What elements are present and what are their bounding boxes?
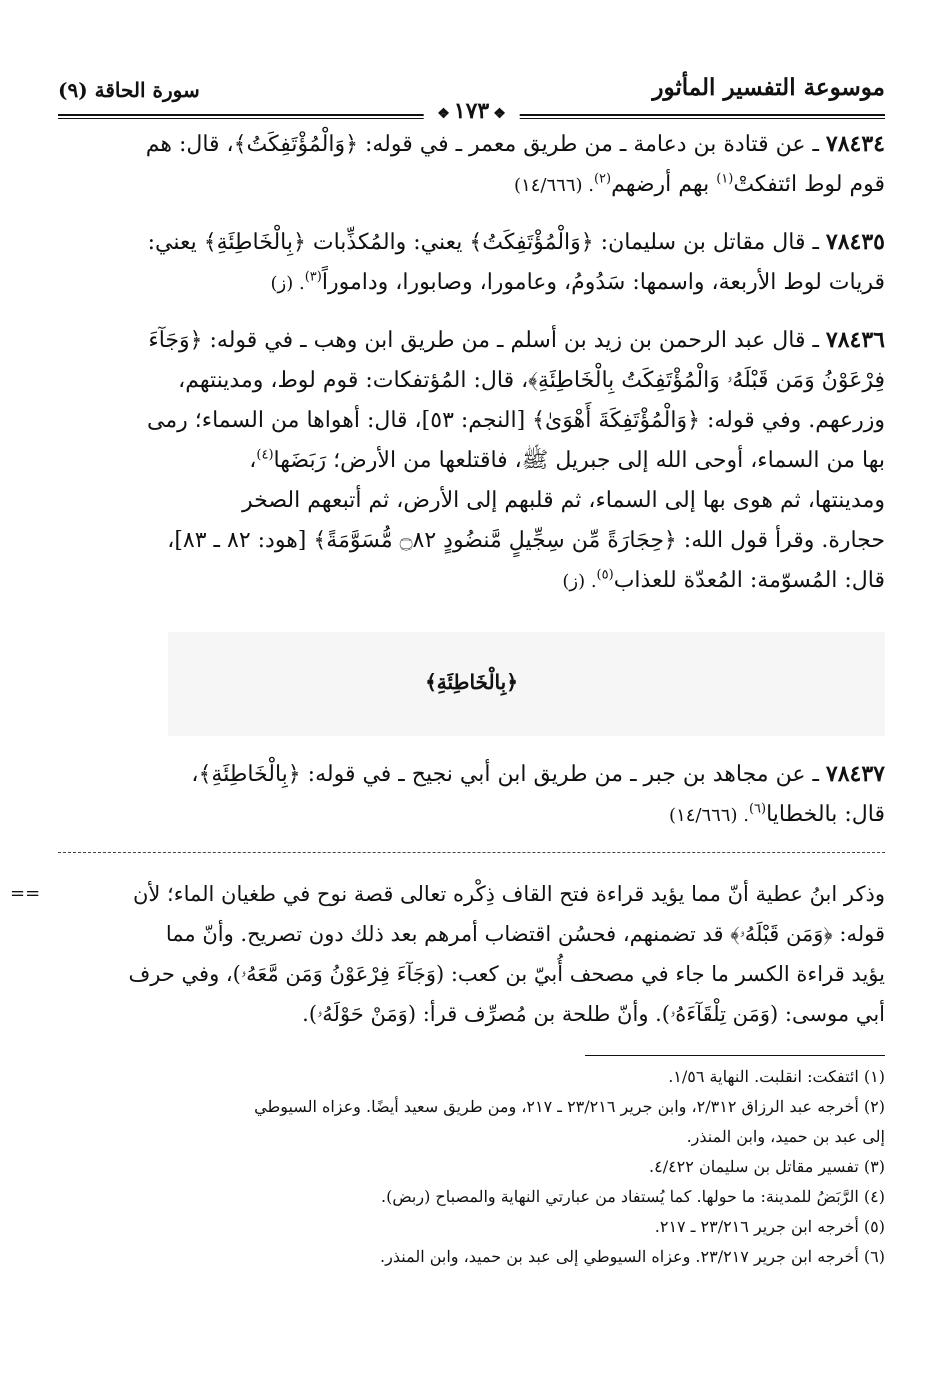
entry-number: ٧٨٤٣٥: [825, 229, 885, 255]
entry-text: قال: المُسوّمة: المُعدّة للعذاب: [613, 568, 885, 593]
section-title: ﴿بِالْخَاطِئَةِ﴾: [425, 670, 518, 694]
footnote-ref[interactable]: (٣): [304, 269, 322, 285]
entry-text: قوم لوط ائتفكتْ: [733, 172, 885, 197]
note-marker: ==: [10, 883, 41, 904]
footnote-ref[interactable]: (١): [716, 171, 734, 187]
entry-78434: [58, 124, 885, 206]
ornament-icon: ❖: [493, 106, 506, 122]
section-band: [168, 632, 885, 736]
footnote: (٥) أخرجه ابن جرير ٢٣/٢١٦ ـ ٢١٧.: [654, 1217, 885, 1236]
entry-text: ـ عن قتادة بن دعامة ـ من طريق معمر ـ في قوله: ﴿وَالْمُؤْتَفِكَتُ﴾، قال: هم: [145, 132, 819, 157]
section-heading: [58, 626, 885, 746]
entry-number: ٧٨٤٣٦: [825, 327, 885, 353]
entry-text: حجارة. وقرأ قول الله: ﴿حِجَارَةً مِّن سِجِّيلٍ مَّنضُودٍ ۝٨٢ مُّسَوَّمَةً﴾ [هود: ٨٢ ـ ٨٣]،: [167, 528, 885, 553]
surah-title: سورة الحاقة (٩): [58, 78, 200, 102]
entry-text: بها من السماء، أوحى الله إلى جبريل ﷺ، فاقتلعها من الأرض؛ رَبَضَها: [273, 448, 885, 473]
entry-text: ـ قال مقاتل بن سليمان: ﴿وَالْمُؤْتَفِكَتُ﴾ يعني: والمُكذِّبات ﴿بِالْخَاطِئَةِ﴾ يعني:: [147, 230, 819, 255]
entry-text: ،: [249, 448, 257, 473]
book-title: موسوعة التفسير المأثور: [652, 74, 885, 101]
footnote: (١) ائتفكت: انقلبت. النهاية ١/٥٦.: [668, 1067, 885, 1086]
note-text: أبي موسى: (وَمَن تِلْقَآءَهُۥ). وأنّ طلحة بن مُصرِّف قرأ: (وَمَنْ حَوْلَهُۥ).: [302, 1002, 885, 1026]
note-text: قوله: ﴿وَمَن قَبْلَهُۥ﴾ قد تضمنهم، فحسُن اقتضاب أمرهم بعد ذلك دون تصريح. وأنّ مما: [165, 922, 885, 946]
footnote-ref[interactable]: (٦): [748, 801, 767, 817]
footnote: (٣) تفسير مقاتل بن سليمان ٤/٤٢٢.: [649, 1157, 885, 1176]
source-ref: . (١٤/٦٦٦): [669, 805, 749, 826]
page: [10, 60, 885, 1343]
page-header: [58, 60, 885, 124]
entry-78436: [58, 320, 885, 602]
entry-text: ـ عن مجاهد بن جبر ـ من طريق ابن أبي نجيح ـ في قوله: ﴿بِالْخَاطِئَةِ﴾،: [191, 762, 819, 787]
footnote-rule: [585, 1055, 885, 1056]
entry-text: ومدينتها، ثم هوى بها إلى السماء، ثم قلبهم إلى الأرض، ثم أتبعهم الصخر: [242, 488, 885, 513]
footnotes: [58, 1062, 885, 1272]
footnote: (٢) أخرجه عبد الرزاق ٢/٣١٢، وابن جرير ٢٣/٢١٦ ـ ٢١٧، ومن طريق سعيد أيضًا. وعزاه السيوطي: [254, 1097, 885, 1116]
entry-number: ٧٨٤٣٤: [825, 131, 885, 157]
note-text: وذكر ابنُ عطية أنّ مما يؤيد قراءة فتح القاف ذِكْره تعالى قصة نوح في طغيان الماء؛ لأن: [132, 882, 885, 906]
source-ref: . (١٤/٦٦٦): [514, 175, 594, 196]
entry-text: ـ قال عبد الرحمن بن زيد بن أسلم ـ من طريق ابن وهب ـ في قوله: ﴿وَجَآءَ: [148, 328, 819, 353]
footnote: (٦) أخرجه ابن جرير ٢٣/٢١٧. وعزاه السيوطي إلى عبد بن حميد، وابن المنذر.: [380, 1247, 885, 1266]
footnote: (٤) الرَّبَضُ للمدينة: ما حولها. كما يُستفاد من عبارتي النهاية والمصباح (ربض).: [380, 1187, 885, 1206]
entry-78435: [58, 222, 885, 304]
entry-text: بهم أرضهم: [611, 172, 717, 197]
footnote-ref[interactable]: (٤): [256, 447, 274, 463]
source-ref: . (ز): [270, 273, 305, 294]
footnote-ref[interactable]: (٢): [593, 171, 612, 187]
entry-text: قريات لوط الأربعة، واسمها: سَدُومُ، وعامورا، وصابورا، وداموراً: [321, 270, 885, 295]
entry-number: ٧٨٤٣٧: [825, 761, 885, 787]
entry-78437: [58, 754, 885, 836]
page-number: ١٧٣: [453, 98, 490, 124]
entry-text: فِرْعَوْنُ وَمَن قَبْلَهُۥ وَالْمُؤْتَفِكَتُ بِالْخَاطِئَةِ﴾، قال: المُؤتفكات: قوم لوط، ومدينتهم،: [178, 368, 885, 393]
entry-text: وزرعهم. وفي قوله: ﴿وَالْمُؤْتَفِكَةَ أَهْوَىٰ﴾ [النجم: ٥٣]، قال: أهواها من السماء؛ رمى: [147, 408, 885, 433]
note-text: يؤيد قراءة الكسر ما جاء في مصحف أُبيّ بن كعب: (وَجَآءَ فِرْعَوْنُ وَمَن مَّعَهُۥ)، وفي حرف: [128, 962, 885, 986]
footnote-ref[interactable]: (٥): [596, 567, 614, 583]
separator: [58, 852, 885, 853]
ornament-icon: ❖: [437, 106, 450, 122]
entry-text: قال: بالخطايا: [766, 802, 885, 827]
page-number-box: [423, 98, 520, 124]
source-ref: . (ز): [562, 571, 597, 592]
commentary-note: [10, 874, 885, 1034]
footnote: إلى عبد بن حميد، وابن المنذر.: [686, 1127, 885, 1146]
